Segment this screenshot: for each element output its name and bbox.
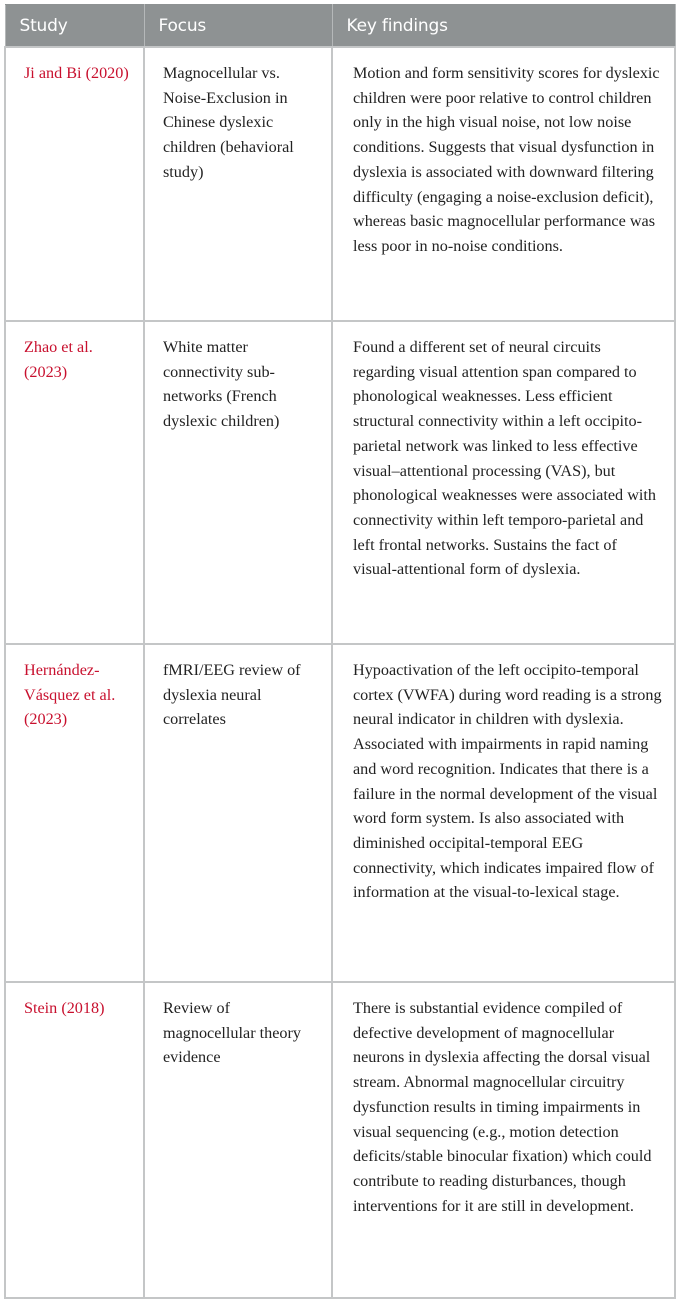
- study-citation-link[interactable]: Hernández-Vásquez et al. (2023): [5, 644, 144, 982]
- study-citation-link[interactable]: Zhao et al. (2023): [5, 321, 144, 644]
- focus-cell: White matter connectivity sub-networks (French dyslexic children): [144, 321, 332, 644]
- header-study: Study: [5, 5, 144, 48]
- focus-cell: fMRI/EEG review of dyslexia neural correlates: [144, 644, 332, 982]
- findings-cell: Hypoactivation of the left occipito-temporal cortex (VWFA) during word reading is a strong neural indicator in children with dyslexia. Associated with impairments in rapid naming and word recognition. Indicates that there is a failure in the normal development of the visual word form system. Is also associated with diminished occipital-temporal EEG connectivity, which indicates impaired flow of information at the visual-to-lexical stage.: [332, 644, 675, 982]
- study-citation-link[interactable]: Stein (2018): [5, 982, 144, 1298]
- table-header-row: [5, 5, 675, 48]
- findings-cell: There is substantial evidence compiled of defective development of magnocellular neurons in dyslexia affecting the dorsal visual stream. Abnormal magnocellular circuitry dysfunction results in timing impairments in visual sequencing (e.g., motion detection deficits/stable binocular fixation) which could contribute to reading disturbances, though interventions for it are still in development.: [332, 982, 675, 1298]
- findings-cell: Motion and form sensitivity scores for dyslexic children were poor relative to control children only in the high visual noise, not low noise conditions. Suggests that visual dysfunction in dyslexia is associated with downward filtering difficulty (engaging a noise-exclusion deficit), whereas basic magnocellular performance was less poor in no-noise conditions.: [332, 47, 675, 321]
- table-row: [5, 47, 675, 321]
- header-key-findings: Key findings: [332, 5, 675, 48]
- table-row: [5, 321, 675, 644]
- focus-cell: Review of magnocellular theory evidence: [144, 982, 332, 1298]
- table-row: [5, 982, 675, 1298]
- studies-table: [4, 4, 676, 1299]
- table-row: [5, 644, 675, 982]
- header-focus: Focus: [144, 5, 332, 48]
- study-citation-link[interactable]: Ji and Bi (2020): [5, 47, 144, 321]
- findings-cell: Found a different set of neural circuits regarding visual attention span compared to phonological weaknesses. Less efficient structural connectivity within a left occipito-parietal network was linked to less effective visual–attentional processing (VAS), but phonological weaknesses were associated with connectivity within left temporo-parietal and left frontal networks. Sustains the fact of visual-attentional form of dyslexia.: [332, 321, 675, 644]
- focus-cell: Magnocellular vs. Noise-Exclusion in Chinese dyslexic children (behavioral study): [144, 47, 332, 321]
